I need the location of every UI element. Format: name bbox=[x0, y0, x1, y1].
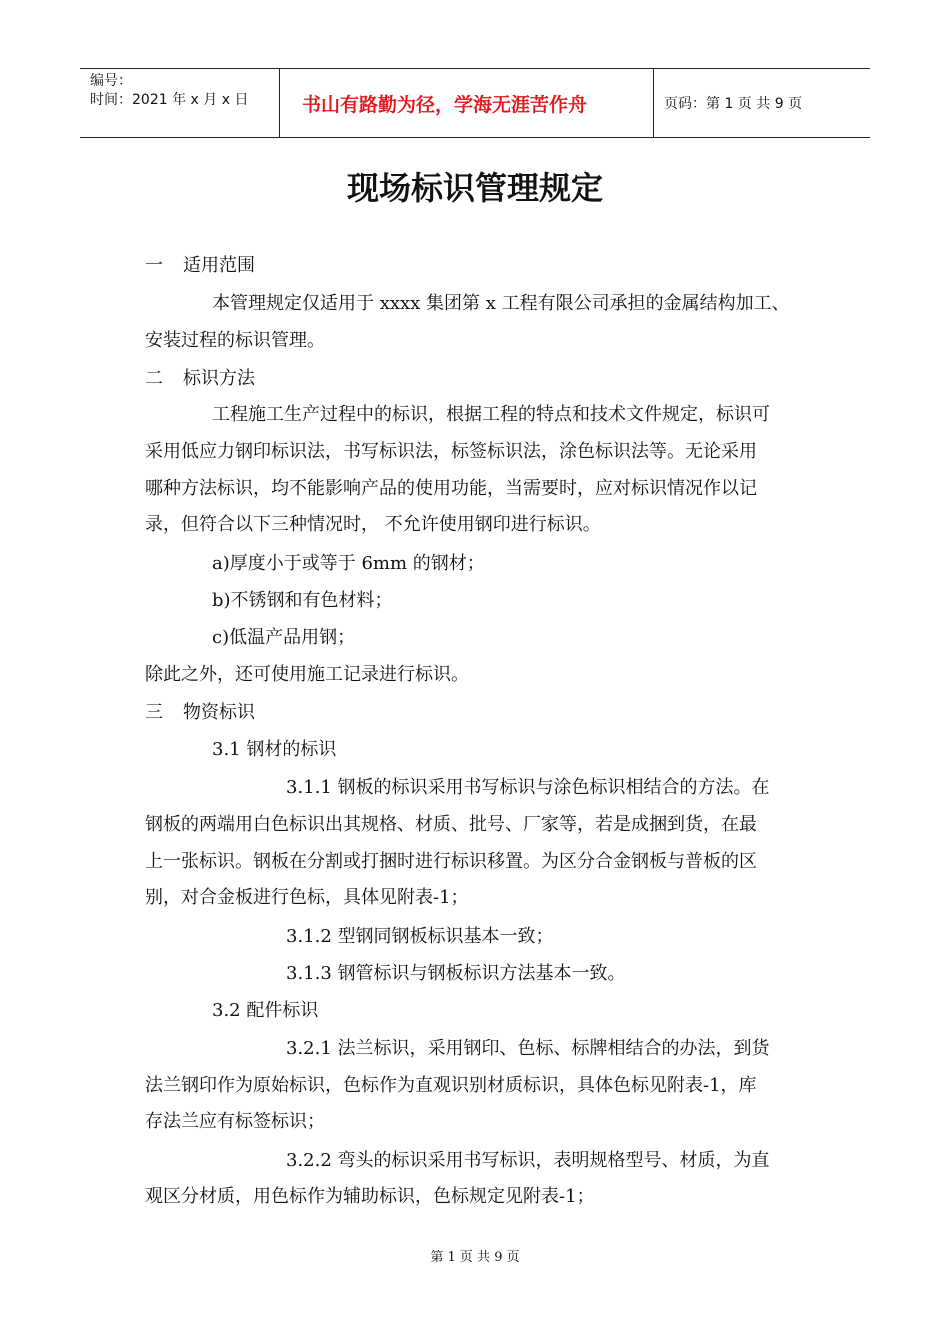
number-label: 编号： bbox=[90, 73, 132, 89]
paragraph-line: 法兰钢印作为原始标识，色标作为直观识别材质标识，具体色标见附表-1，库 bbox=[145, 1075, 757, 1096]
subsection-heading: 3.1 钢材的标识 bbox=[212, 739, 337, 760]
paragraph-line: 3.1.3 钢管标识与钢板标识方法基本一致。 bbox=[286, 963, 626, 984]
paragraph-line: 3.2.2 弯头的标识采用书写标识，表明规格型号、材质，为直 bbox=[286, 1150, 770, 1171]
section-heading bbox=[145, 255, 255, 277]
paragraph-line: 3.1.1 钢板的标识采用书写标识与涂色标识相结合的方法。在 bbox=[286, 777, 770, 798]
paragraph-line: 哪种方法标识，均不能影响产品的使用功能，当需要时，应对标识情况作以记 bbox=[145, 478, 757, 499]
paragraph-line: 本管理规定仅适用于 xxxx 集团第 x 工程有限公司承担的金属结构加工、 bbox=[212, 293, 790, 314]
page-label: 页码：第 1 页 共 9 页 bbox=[664, 96, 803, 112]
list-item: b)不锈钢和有色材料； bbox=[212, 590, 393, 611]
paragraph-line: 采用低应力钢印标识法，书写标识法，标签标识法，涂色标识法等。无论采用 bbox=[145, 441, 757, 462]
section-number: 三 bbox=[145, 702, 163, 723]
header-meta-cell bbox=[80, 69, 280, 137]
document-title: 现场标识管理规定 bbox=[346, 169, 603, 207]
paragraph-line: 除此之外，还可使用施工记录进行标识。 bbox=[145, 664, 469, 685]
section-heading bbox=[145, 368, 255, 390]
page-footer: 第 1 页 共 9 页 bbox=[430, 1250, 520, 1265]
page-info-cell bbox=[654, 69, 870, 137]
motto-text: 书山有路勤为径，学海无涯苦作舟 bbox=[302, 93, 588, 116]
paragraph-line: 观区分材质，用色标作为辅助标识，色标规定见附表-1； bbox=[145, 1186, 595, 1207]
header-table bbox=[80, 68, 870, 138]
paragraph-line: 3.1.2 型钢同钢板标识基本一致； bbox=[286, 926, 554, 947]
paragraph-line: 钢板的两端用白色标识出其规格、材质、批号、厂家等，若是成捆到货，在最 bbox=[145, 814, 757, 835]
paragraph-line: 上一张标识。钢板在分割或打捆时进行标识移置。为区分合金钢板与普板的区 bbox=[145, 851, 757, 872]
motto-cell bbox=[280, 69, 654, 137]
paragraph-line: 存法兰应有标签标识； bbox=[145, 1111, 325, 1132]
subsection-heading: 3.2 配件标识 bbox=[212, 1000, 319, 1021]
section-title: 适用范围 bbox=[183, 255, 255, 276]
section-number: 二 bbox=[145, 368, 163, 389]
list-item: a)厚度小于或等于 6mm 的钢材； bbox=[212, 553, 485, 574]
section-title: 标识方法 bbox=[183, 368, 255, 389]
section-heading bbox=[145, 702, 255, 724]
section-number: 一 bbox=[145, 255, 163, 276]
list-item: c)低温产品用钢； bbox=[212, 627, 356, 648]
section-title: 物资标识 bbox=[183, 702, 255, 723]
paragraph-line: 录，但符合以下三种情况时， 不允许使用钢印进行标识。 bbox=[145, 514, 601, 535]
paragraph-line: 工程施工生产过程中的标识，根据工程的特点和技术文件规定，标识可 bbox=[212, 404, 770, 425]
paragraph-line: 别，对合金板进行色标，具体见附表-1； bbox=[145, 887, 469, 908]
paragraph-line: 安装过程的标识管理。 bbox=[145, 330, 325, 351]
paragraph-line: 3.2.1 法兰标识，采用钢印、色标、标牌相结合的办法，到货 bbox=[286, 1038, 770, 1059]
time-label: 时间：2021 年 x 月 x 日 bbox=[90, 92, 249, 108]
